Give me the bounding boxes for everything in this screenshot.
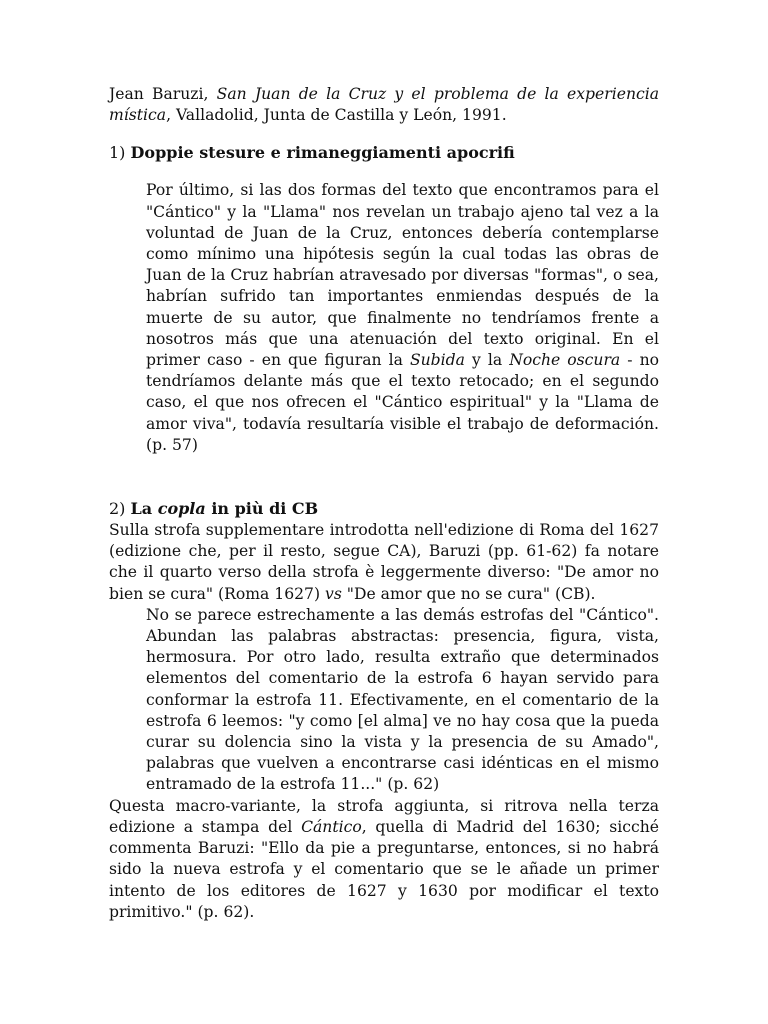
quote-text: Por último, si las dos formas del texto que encontramos para el "Cántico" y la "Llama" nos revelan un trabajo ajeno tal vez a la voluntad de Juan de la Cruz, entonces debería contemplarse como mínimo una hipótesis según la cual todas las obras de Juan de la Cruz habrían atravesado por diversas "formas", o sea, habrían sufrido tan importantes enmiendas después de la muerte de su autor, que finalmente no tendríamos frente a nosotros más que una atenuación del texto original. En el primer caso - en que figuran la bbox=[146, 181, 659, 370]
section-2-outro: Questa macro-variante, la strofa aggiunta, si ritrova nella terza edizione a stampa del Cántico, quella di Madrid del 1630; sicché commenta Baruzi: "Ello da pie a preguntarse, entonces, si no habrá sido la nueva estrofa y el comentario que se le añade un primer intento de los editores de 1627 y 1630 por modificar el texto primitivo." (p. 62). bbox=[109, 796, 660, 921]
section-1-quote bbox=[146, 180, 659, 456]
spacer bbox=[109, 126, 659, 142]
section-2-heading bbox=[109, 498, 659, 520]
bibliographic-reference bbox=[109, 84, 659, 126]
section-1-heading bbox=[109, 142, 659, 164]
section-1-number: 1) bbox=[109, 143, 131, 163]
section-1-title: Doppie stesure e rimaneggiamenti apocrifi bbox=[130, 143, 515, 163]
spacer bbox=[109, 164, 659, 180]
quote-italic-noche: Noche oscura bbox=[509, 351, 621, 370]
outro-italic-cantico: Cántico bbox=[301, 817, 362, 836]
spacer bbox=[109, 456, 659, 498]
reference-title: San Juan de la Cruz y el problema de la experiencia mística bbox=[109, 85, 660, 125]
section-2-quote: No se parece estrechamente a las demás estrofas del "Cántico". Abundan las palabras abstractas: presencia, figura, vista, hermosura. Por otro lado, resulta extraño que determinados elementos del comentario de la estrofa 6 hayan servido para conformar la estrofa 11. Efectivamente, en el comentario de la estrofa 6 leemos: "y como [el alma] ve no hay cosa que la pueda curar su dolencia sino la vista y la presencia de su Amado", palabras que vuelven a encontrarse casi idénticas en el mismo entramado de la estrofa 11..." (p. 62) bbox=[146, 605, 659, 794]
quote-italic-subida: Subida bbox=[409, 351, 465, 370]
reference-publisher: , Valladolid, Junta de Castilla y León, 1991. bbox=[166, 106, 507, 125]
quote-text: - no tendríamos delante más que el texto retocado; en el segundo caso, el que nos ofrecen el "Cántico espiritual" y la "Llama de amor viva", todavía resultaría visible el trabajo de deformación. (p. 57) bbox=[146, 351, 659, 454]
quote-text: y la bbox=[464, 351, 510, 370]
section-2-number: 2) bbox=[109, 499, 131, 519]
intro-italic-vs: vs bbox=[325, 584, 342, 603]
reference-author: Jean Baruzi, bbox=[109, 85, 217, 103]
document-page bbox=[109, 84, 659, 923]
section-2-title: La copla in più di CB bbox=[130, 499, 319, 519]
section-2-title-italic: copla bbox=[157, 499, 206, 519]
section-2-intro: Sulla strofa supplementare introdotta nell'edizione di Roma del 1627 (edizione che, per il resto, segue CA), Baruzi (pp. 61-62) fa notare che il quarto verso della strofa è leggermente diverso: "De amor no bien se cura" (Roma 1627) vs "De amor que no se cura" (CB). bbox=[109, 521, 659, 603]
